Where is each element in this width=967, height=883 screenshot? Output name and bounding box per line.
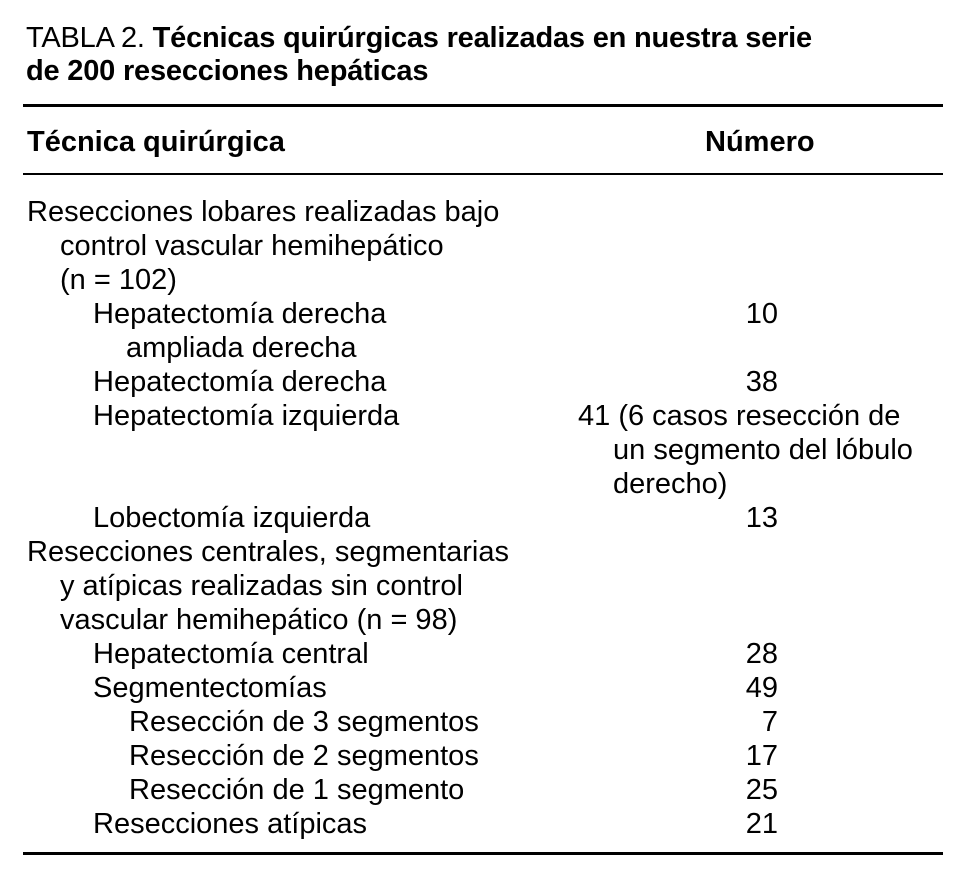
technique-text: ampliada derecha xyxy=(126,332,357,364)
number-value: un segmento del lóbulo xyxy=(613,434,913,466)
table-body xyxy=(0,195,967,841)
table-row xyxy=(0,637,967,671)
table-row xyxy=(0,739,967,773)
technique-text: Resección de 2 segmentos xyxy=(129,740,479,772)
number-value: derecho) xyxy=(613,468,728,500)
number-value: 21 xyxy=(745,808,778,840)
technique-text: Resecciones lobares realizadas bajo xyxy=(27,196,500,228)
technique-text: Hepatectomía izquierda xyxy=(93,400,400,432)
number-value: 28 xyxy=(745,638,778,670)
number-value: 41 (6 casos resección de xyxy=(578,400,901,432)
table-row xyxy=(0,399,967,501)
table-row xyxy=(0,501,967,535)
table-caption xyxy=(26,22,812,88)
technique-text: Hepatectomía derecha xyxy=(93,366,387,398)
technique-text: Resecciones centrales, segmentarias xyxy=(27,536,509,568)
technique-text: Segmentectomías xyxy=(93,672,327,704)
caption-title-line-1: Técnicas quirúrgicas realizadas en nuestra serie xyxy=(152,22,812,54)
caption-label: TABLA 2. xyxy=(26,22,153,54)
table-row xyxy=(0,705,967,739)
technique-text: Resecciones atípicas xyxy=(93,808,368,840)
technique-text: control vascular hemihepático xyxy=(60,230,444,262)
number-value: 25 xyxy=(745,774,778,806)
top-rule xyxy=(23,104,943,107)
table-row xyxy=(0,365,967,399)
caption-line-1 xyxy=(26,22,812,55)
number-value: 49 xyxy=(745,672,778,704)
column-header-number: Número xyxy=(705,126,815,158)
table-row xyxy=(0,297,967,365)
technique-text: Resección de 1 segmento xyxy=(129,774,465,806)
technique-text: Lobectomía izquierda xyxy=(93,502,371,534)
caption-title-line-2: de 200 resecciones hepáticas xyxy=(26,55,429,87)
table-row xyxy=(0,195,967,297)
table-row xyxy=(0,535,967,637)
technique-text: vascular hemihepático (n = 98) xyxy=(60,604,458,636)
technique-text: Hepatectomía derecha xyxy=(93,298,387,330)
column-header-technique: Técnica quirúrgica xyxy=(27,126,285,158)
table-row xyxy=(0,773,967,807)
table-row xyxy=(0,807,967,841)
technique-text: Resección de 3 segmentos xyxy=(129,706,479,738)
technique-text: y atípicas realizadas sin control xyxy=(60,570,463,602)
number-value: 7 xyxy=(761,706,778,738)
number-value: 17 xyxy=(745,740,778,772)
technique-text: Hepatectomía central xyxy=(93,638,369,670)
number-value: 10 xyxy=(745,298,778,330)
number-value: 13 xyxy=(745,502,778,534)
header-rule xyxy=(23,173,943,175)
number-value: 38 xyxy=(745,366,778,398)
technique-text: (n = 102) xyxy=(60,264,177,296)
table-row xyxy=(0,671,967,705)
bottom-rule xyxy=(23,852,943,855)
